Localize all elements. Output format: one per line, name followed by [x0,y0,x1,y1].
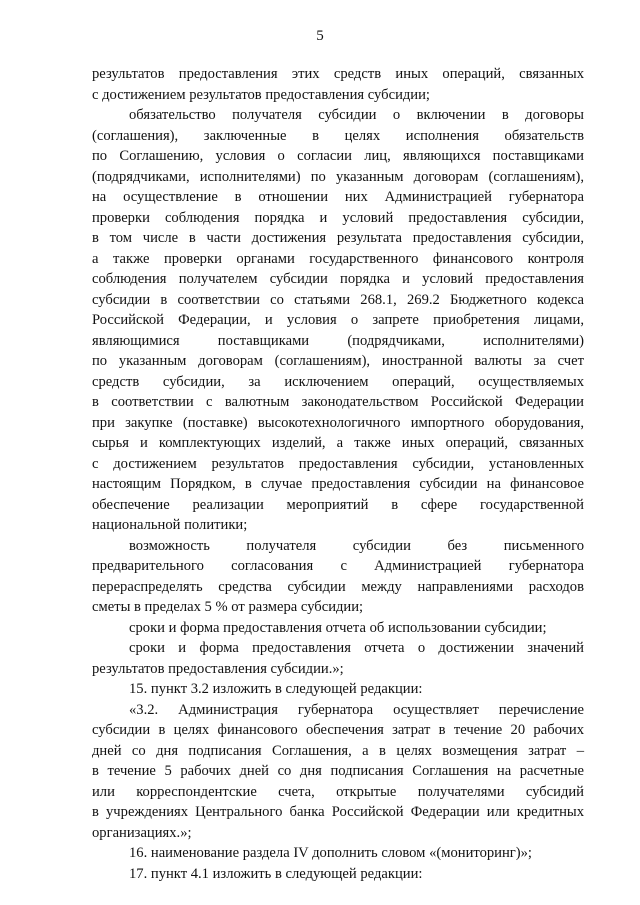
text-line: с достижением результатов предоставления субсидии, установленных [92,455,584,472]
text-line: соблюдения получателем субсидии порядка и условий предоставления [92,271,584,287]
text-line: в соответствии с валютным законодательством Российской Федерации [92,394,584,410]
text-line: настоящим Порядком, в случае предоставления субсидии на финансовое [92,476,584,492]
text-line: по указанным договорам (соглашениям), иностранной валюты за счет [92,353,584,369]
text-line: или корреспондентские счета, открытые получателями субсидий [92,783,584,800]
text-line: проверки соблюдения порядка и условий предоставления субсидии, [92,209,584,226]
text-line: с достижением результатов предоставления субсидии; [92,86,430,103]
text-line: 15. пункт 3.2 изложить в следующей редакции: [129,681,423,697]
text-line: 16. наименование раздела IV дополнить словом «(мониторинг)»; [129,845,532,861]
text-line: на осуществление в отношении них Администрацией губернатора [92,189,584,205]
text-line: по Соглашению, условия о согласии лиц, являющихся поставщиками [92,148,584,164]
text-line: сроки и форма предоставления отчета о достижении значений [129,640,584,656]
text-line: дней со дня подписания Соглашения, а в целях возмещения затрат – [92,742,584,759]
text-line: Российской Федерации, и условия о запрете приобретения лицами, [92,312,584,328]
text-line: сырья и комплектующих изделий, а также иных операций, связанных [92,435,584,451]
text-line: предварительного согласования с Администрацией губернатора [92,558,584,574]
text-line: 17. пункт 4.1 изложить в следующей редакции: [129,865,423,882]
text-line: результатов предоставления этих средств иных операций, связанных [92,66,584,82]
document-body [92,64,584,884]
text-line: обеспечение реализации мероприятий в сфере государственной [92,496,584,513]
page-number: 5 [316,28,324,44]
text-line: организациях.»; [92,824,192,841]
text-line: обязательство получателя субсидии о включении в договоры [129,107,584,123]
text-line: перераспределять средства субсидии между направлениями расходов [92,578,584,595]
text-line: являющимися поставщиками (подрядчиками, исполнителями) [92,332,584,349]
text-line: «3.2. Администрация губернатора осуществляет перечисление [129,701,584,718]
text-line: субсидии в соответствии со статьями 268.1, 269.2 Бюджетного кодекса [92,291,584,308]
text-line: а также проверки органами государственного финансового контроля [92,250,584,267]
text-line: средств субсидии, за исключением операций, осуществляемых [92,373,584,390]
text-line: сметы в пределах 5 % от размера субсидии; [92,599,364,615]
text-line: результатов предоставления субсидии.»; [92,660,344,677]
text-line: в течение 5 рабочих дней со дня подписания Соглашения на расчетные [92,763,584,779]
text-line: в учреждениях Центрального банка Российской Федерации или кредитных [92,804,584,820]
text-line: сроки и форма предоставления отчета об использовании субсидии; [129,619,547,636]
text-line: субсидии в целях финансового обеспечения затрат в течение 20 рабочих [92,722,584,738]
text-line: при закупке (поставке) высокотехнологичного импортного оборудования, [92,414,584,431]
text-line: (соглашения), заключенные в целях исполнения обязательств [92,127,584,144]
text-line: в том числе в части достижения результата предоставления субсидии, [92,230,584,246]
text-line: национальной политики; [92,517,248,533]
text-line: возможность получателя субсидии без письменного [129,537,584,554]
text-line: (подрядчиками, исполнителями) по указанным договорам (соглашениям), [92,168,584,185]
